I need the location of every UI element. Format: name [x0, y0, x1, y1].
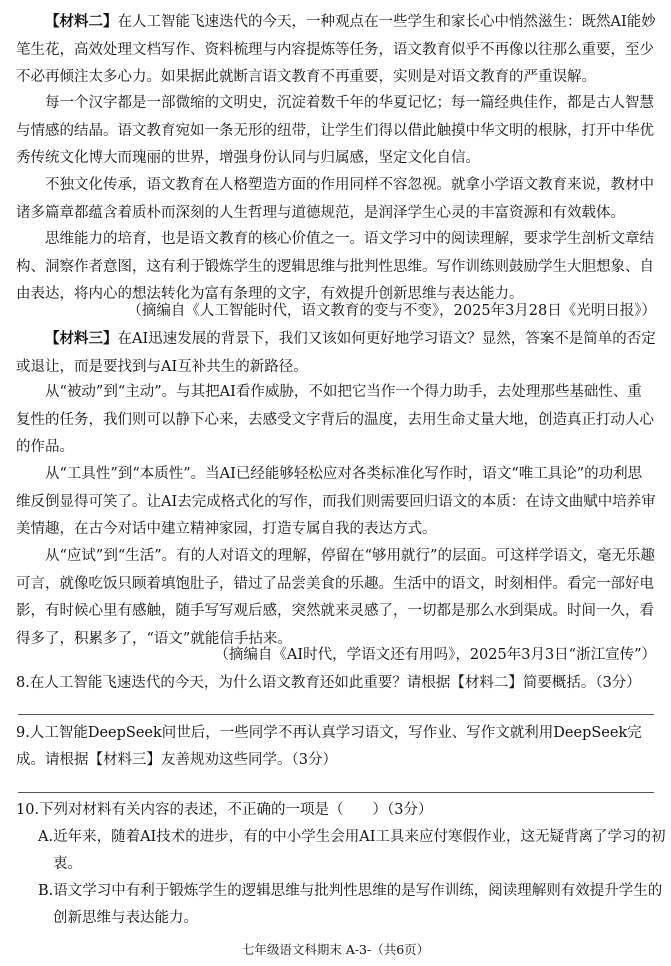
question-10-option-b: B.语文学习中有利于锻炼学生的逻辑思维与批判性思维的是写作训练，阅读理解则有效提升学生的创新思维与表达能力。	[38, 883, 663, 926]
material2-source: （摘编自《人工智能时代，语文教育的变与不变》，2025年3月28日《光明日报》）	[127, 303, 656, 319]
question-10-option-a: A.近年来，随着AI技术的进步，有的中小学生会用AI工具来应付寒假作业，这无疑背离了学习的初衷。	[38, 829, 666, 872]
question-9: 9.人工智能DeepSeek问世后，一些同学不再认真学习语文，写作业、写作文就利用DeepSeek完成。请根据【材料三】友善规劝这些同学。（3分）	[16, 725, 642, 768]
material3-paragraph-1: 【材料三】在AI迅速发展的背景下，我们又该如何更好地学习语文？显然，答案不是简单的否定或退让，而是要找到与AI互补共生的新路径。	[16, 330, 656, 375]
material2-paragraph-4: 思维能力的培育，也是语文教育的核心价值之一。语文学习中的阅读理解，要求学生剖析文章结构、洞察作者意图，这有利于锻炼学生的逻辑思维与批判性思维。写作训练则鼓励学生大胆想象、自由表达，将内心的想法转化为富有条理的文字，有效提升创新思维与表达能力。	[16, 231, 654, 302]
answer-line	[18, 792, 654, 793]
answer-line	[18, 714, 654, 715]
material3-paragraph-2: 从“被动”到“主动”。与其把AI看作威胁，不如把它当作一个得力助手，去处理那些基础性、重复性的任务，我们则可以静下心来，去感受文字背后的温度，去用生命丈量大地，创造真正打动人心的作品。	[16, 384, 654, 455]
material3-tag: 【材料三】	[45, 330, 118, 347]
material2-paragraph-2: 每一个汉字都是一部微缩的文明史，沉淀着数千年的华夏记忆；每一篇经典佳作，都是古人智慧与情感的结晶。语文教育宛如一条无形的纽带，让学生们得以借此触摸中华文明的根脉，打开中华优秀传统文化博大而瑰丽的世界，增强身份认同与归属感，坚定文化自信。	[16, 95, 654, 166]
question-10: 10.下列对材料有关内容的表述，不正确的一项是（ ）（3分）	[16, 802, 433, 818]
material3-paragraph-3: 从“工具性”到“本质性”。当AI已经能够轻松应对各类标准化写作时，语文“唯工具论”的功利思维反倒显得可笑了。让AI去完成格式化的写作，而我们则需要回归语文的本质：在诗文曲赋中培养审美情趣，在古今对话中建立精神家园，打造专属自我的表达方式。	[16, 466, 656, 537]
question-8: 8.在人工智能飞速迭代的今天，为什么语文教育还如此重要？请根据【材料二】简要概括。（3分）	[16, 675, 641, 691]
material3-source: （摘编自《AI时代，学语文还有用吗》，2025年3月3日“浙江宣传”）	[214, 647, 656, 663]
material3-paragraph-4: 从“应试”到“生活”。有的人对语文的理解，停留在“够用就行”的层面。可这样学语文，毫无乐趣可言，就像吃饭只顾着填饱肚子，错过了品尝美食的乐趣。生活中的语文，时刻相伴。看完一部好电影，有时候心里有感触，随手写写观后感，突然就来灵感了，一切都是那么水到渠成。时间一久，看得多了，积累多了，“语文”就能信手拈来。	[16, 548, 655, 647]
page-footer: 七年级语文科期末 A-3-（共6页）	[241, 942, 430, 957]
material2-paragraph-1: 【材料二】在人工智能飞速迭代的今天，一种观点在一些学生和家长心中悄然滋生：既然AI能妙笔生花，高效处理文档写作、资料梳理与内容提炼等任务，语文教育似乎不再像以往那么重要，至少不必再倾注太多心力。如果据此就断言语文教育不再重要，实则是对语文教育的严重误解。	[16, 13, 656, 85]
material2-tag: 【材料二】	[45, 13, 118, 30]
material2-paragraph-3: 不独文化传承，语文教育在人格塑造方面的作用同样不容忽视。就拿小学语文教育来说，教材中诸多篇章都蕴含着质朴而深刻的人生哲理与道德规范，是润泽学生心灵的丰富资源和有效载体。	[16, 177, 654, 221]
